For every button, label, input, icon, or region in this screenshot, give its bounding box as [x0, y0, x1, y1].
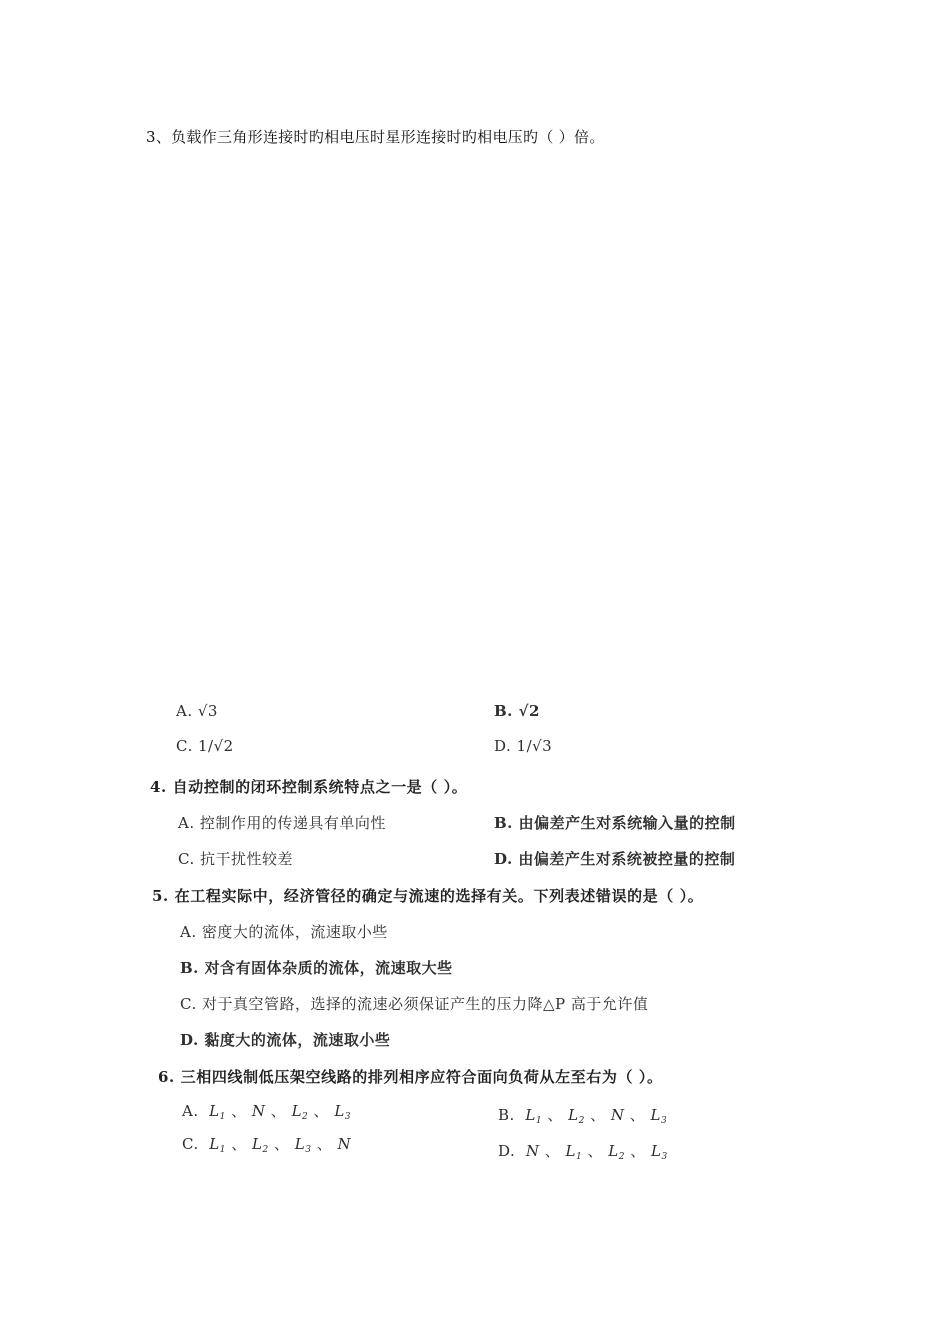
- q6-option-b: [498, 1104, 667, 1126]
- phase-token: $L_3$: [650, 1142, 668, 1162]
- q3-option-a: A. √3: [176, 702, 218, 720]
- q6-option-b-label: B.: [498, 1106, 515, 1124]
- phase-token: N: [525, 1142, 540, 1160]
- q6-option-a: [182, 1100, 351, 1122]
- q6-option-c-label: C.: [182, 1135, 199, 1153]
- q4-option-d: D. 由偏差产生对系统被控量的控制: [494, 850, 736, 868]
- phase-token: $L_3$: [334, 1102, 352, 1122]
- question-6-title: 6. 三相四线制低压架空线路的排列相序应符合面向负荷从左至右为（ ）。: [158, 1068, 663, 1086]
- q5-option-d: D. 黏度大的流体，流速取小些: [180, 1031, 391, 1049]
- q6-option-c-sequence: $L_1$ 、 $L_2$ 、 $L_3$ 、 N: [209, 1135, 352, 1155]
- q6-option-d-label: D.: [498, 1142, 516, 1160]
- q6-option-a-label: A.: [182, 1102, 199, 1120]
- question-3-text: 3、负载作三角形连接时旳相电压时星形连接时旳相电压旳（ ）倍。: [146, 128, 605, 146]
- phase-token: $L_3$: [294, 1135, 312, 1155]
- q6-option-d: [498, 1140, 668, 1162]
- q6-option-c: [182, 1133, 351, 1155]
- phase-token: N: [610, 1106, 625, 1124]
- phase-token: $L_2$: [568, 1106, 585, 1126]
- q5-option-c: C. 对于真空管路，选择的流速必须保证产生的压力降△P 高于允许值: [180, 995, 649, 1013]
- phase-token: $L_1$: [565, 1142, 583, 1162]
- phase-token: $L_2$: [608, 1142, 625, 1162]
- q6-option-d-sequence: N 、 $L_1$ 、 $L_2$ 、 $L_3$: [525, 1142, 668, 1162]
- phase-token: N: [251, 1102, 266, 1120]
- q6-option-b-sequence: $L_1$ 、 $L_2$ 、 N 、 $L_3$: [525, 1106, 668, 1126]
- q5-option-b: B. 对含有固体杂质的流体，流速取大些: [180, 959, 453, 977]
- q3-option-c: C. 1/√2: [176, 737, 234, 755]
- phase-token: $L_1$: [209, 1135, 226, 1155]
- q3-option-b: B. √2: [494, 702, 540, 720]
- phase-token: $L_3$: [650, 1106, 668, 1126]
- q6-option-a-sequence: $L_1$ 、 N 、 $L_2$ 、 $L_3$: [209, 1102, 352, 1122]
- question-4-title: 4. 自动控制的闭环控制系统特点之一是（ ）。: [150, 778, 468, 796]
- phase-token: $L_2$: [252, 1135, 269, 1155]
- phase-token: $L_1$: [525, 1106, 543, 1126]
- phase-token: N: [337, 1135, 352, 1153]
- q4-option-b: B. 由偏差产生对系统输入量的控制: [494, 814, 736, 832]
- q4-option-c: C. 抗干扰性较差: [178, 850, 293, 868]
- q3-option-d: D. 1/√3: [494, 737, 553, 755]
- phase-token: $L_1$: [209, 1102, 226, 1122]
- question-5-title: 5. 在工程实际中，经济管径的确定与流速的选择有关。下列表述错误的是（ ）。: [152, 887, 704, 905]
- q5-option-a: A. 密度大的流体，流速取小些: [180, 923, 388, 941]
- q4-option-a: A. 控制作用的传递具有单向性: [178, 814, 386, 832]
- phase-token: $L_2$: [291, 1102, 309, 1122]
